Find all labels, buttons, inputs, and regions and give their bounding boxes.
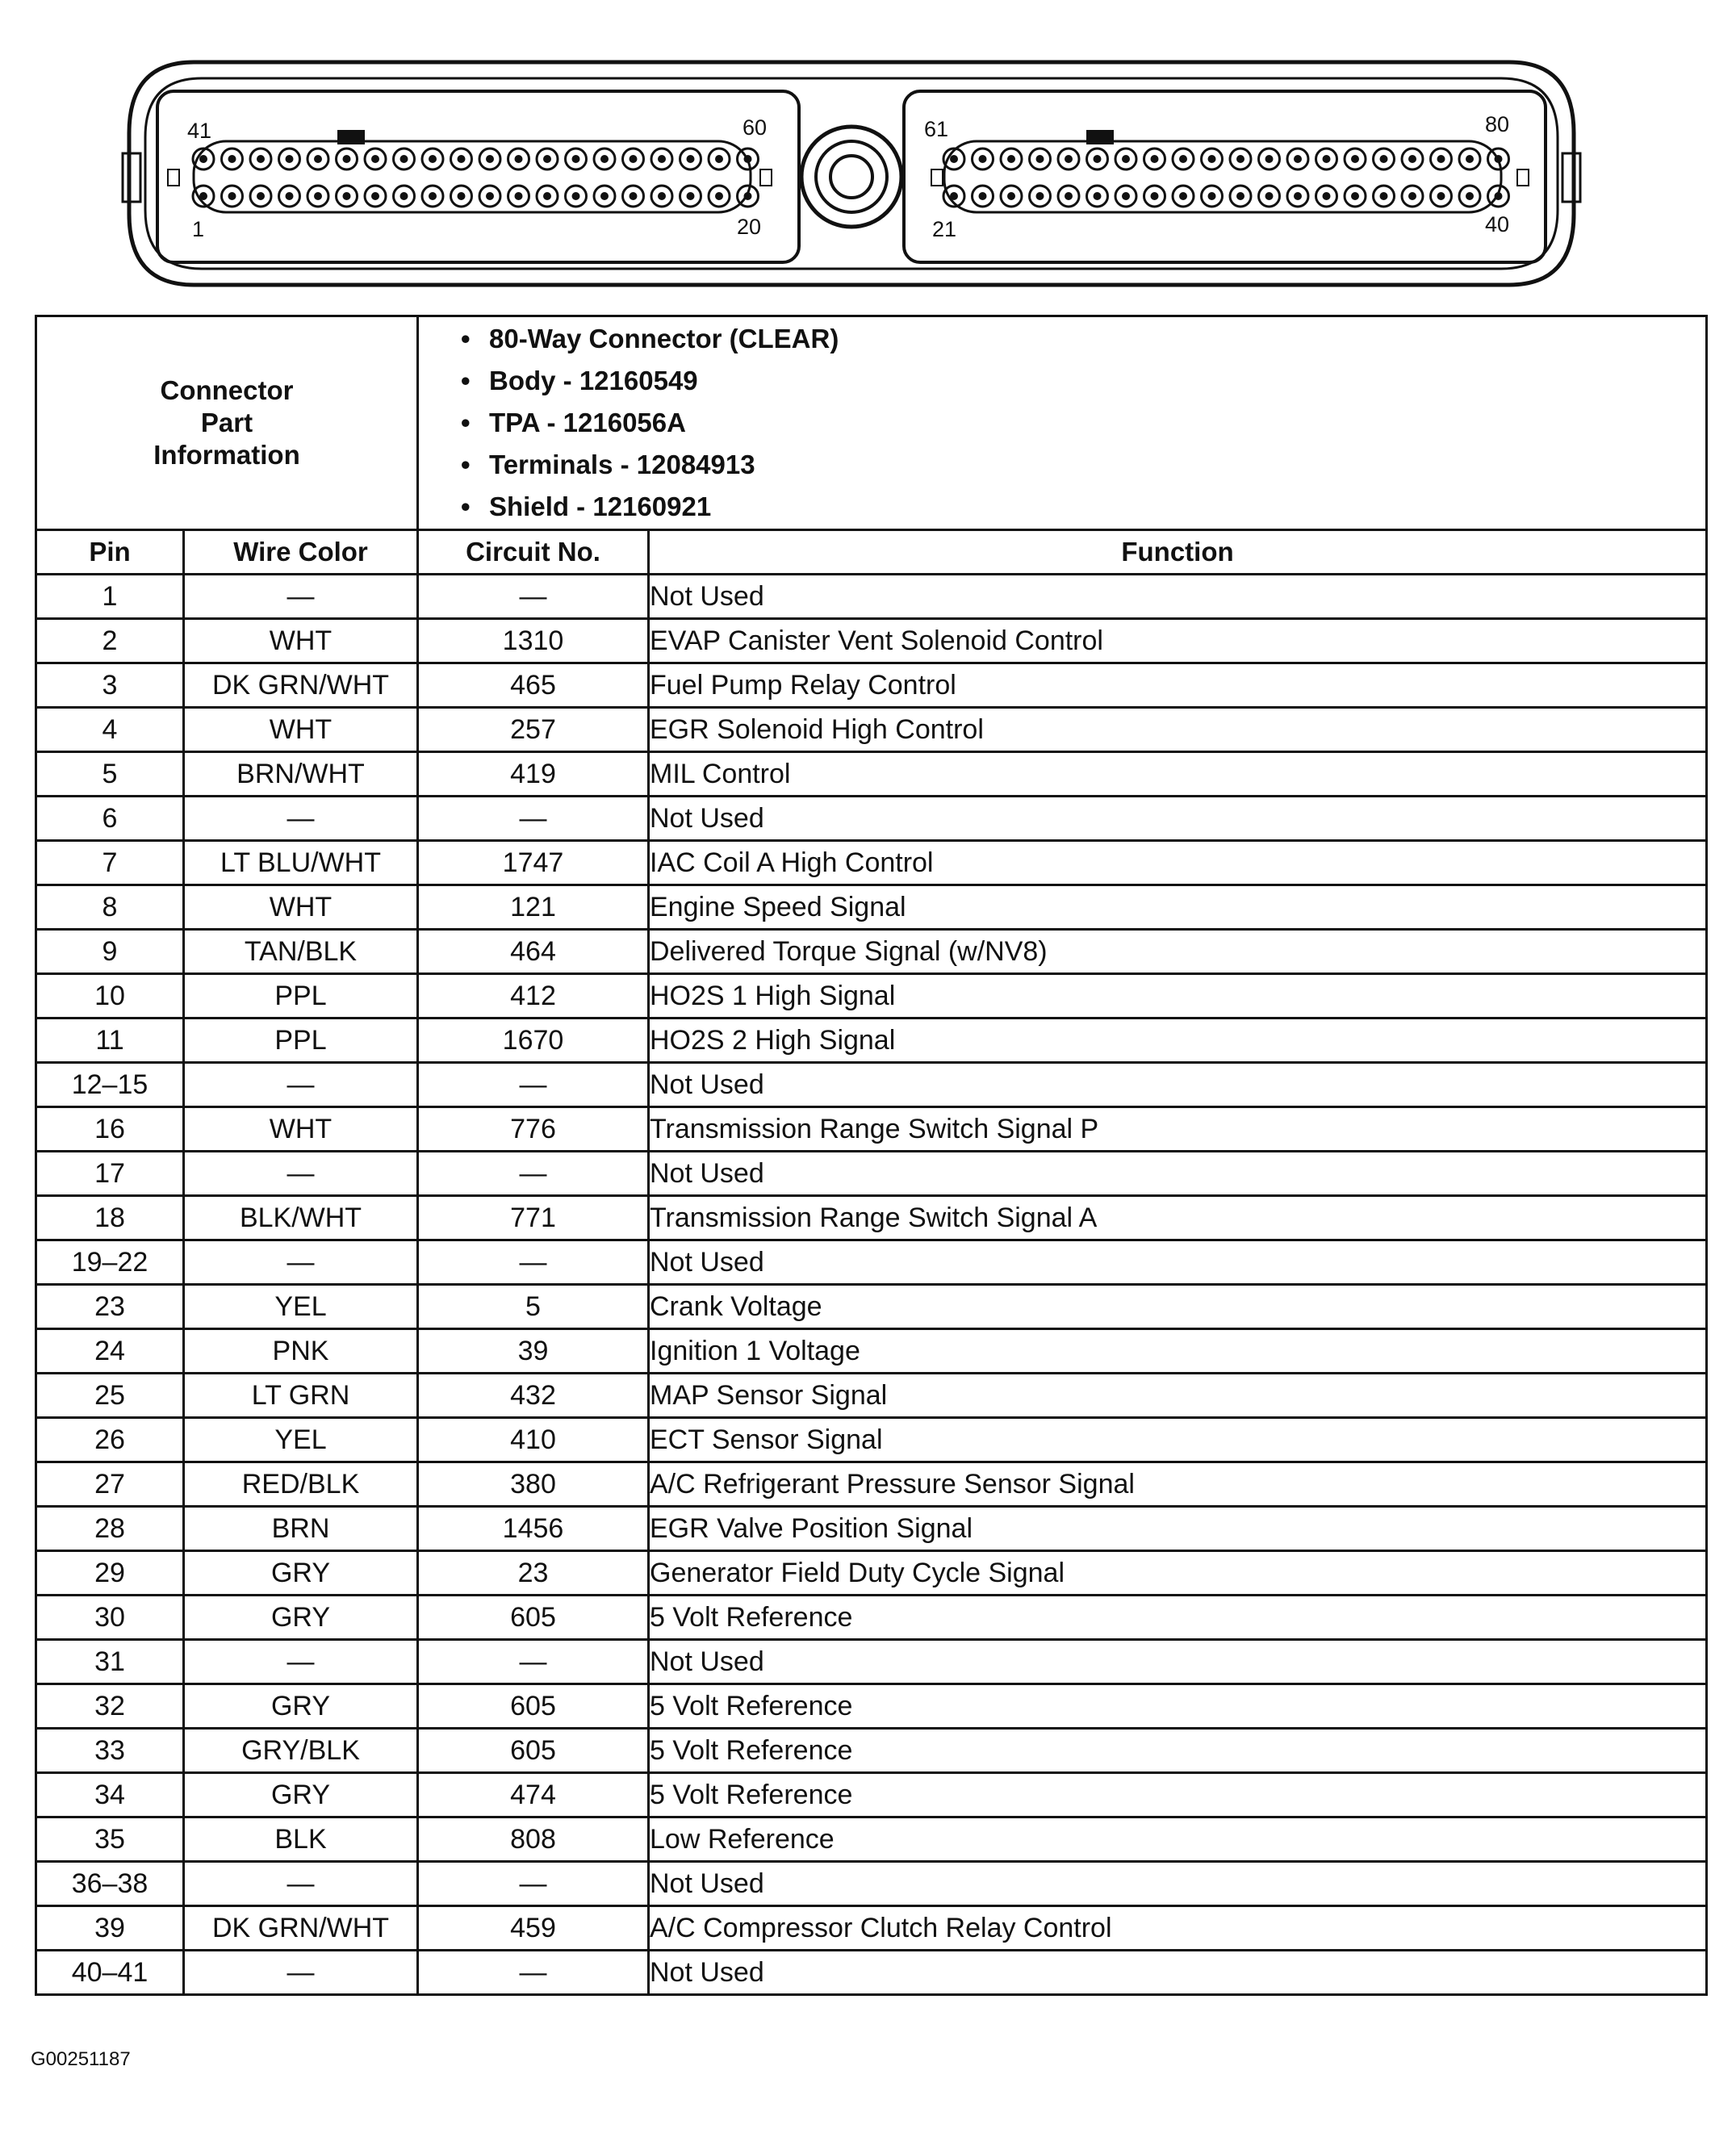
pin-terminal xyxy=(458,192,466,200)
pin-cell: 5 xyxy=(36,752,184,797)
circuit-cell: — xyxy=(418,1862,649,1906)
pin-cell: 26 xyxy=(36,1418,184,1462)
wire-color-cell: YEL xyxy=(184,1418,418,1462)
right-latch xyxy=(1562,153,1580,202)
info-item: • Body - 12160549 xyxy=(461,360,1705,402)
pin-terminal xyxy=(1236,192,1244,200)
table-row xyxy=(36,1107,1707,1152)
pin-terminal xyxy=(429,192,437,200)
table-row xyxy=(36,1862,1707,1906)
pin-cell: 19–22 xyxy=(36,1240,184,1285)
pin-terminal xyxy=(257,155,265,163)
label-pin-1: 1 xyxy=(192,217,205,241)
table-row xyxy=(36,1285,1707,1329)
circuit-cell: 1310 xyxy=(418,619,649,663)
pin-cell: 34 xyxy=(36,1773,184,1817)
function-cell: Not Used xyxy=(649,1240,1707,1285)
pin-cell: 8 xyxy=(36,885,184,930)
wire-color-cell: GRY xyxy=(184,1596,418,1640)
pin-terminal xyxy=(228,155,236,163)
pin-terminal xyxy=(1437,155,1445,163)
pin-terminal xyxy=(429,155,437,163)
wire-color-cell: — xyxy=(184,1640,418,1684)
circuit-cell: 771 xyxy=(418,1196,649,1240)
function-cell: Not Used xyxy=(649,1063,1707,1107)
table-row xyxy=(36,1240,1707,1285)
pin-terminal xyxy=(1065,155,1073,163)
pin-cell: 35 xyxy=(36,1817,184,1862)
wire-color-cell: LT GRN xyxy=(184,1374,418,1418)
pin-cell: 40–41 xyxy=(36,1951,184,1995)
pin-terminal xyxy=(1151,192,1159,200)
pin-terminal xyxy=(543,192,551,200)
circuit-cell: 121 xyxy=(418,885,649,930)
wire-color-cell: — xyxy=(184,1951,418,1995)
pin-terminal xyxy=(1466,155,1474,163)
wire-color-cell: GRY/BLK xyxy=(184,1729,418,1773)
circuit-cell: 464 xyxy=(418,930,649,974)
right-guide xyxy=(1517,169,1529,186)
pin-terminal xyxy=(1179,192,1187,200)
table-row xyxy=(36,1596,1707,1640)
wire-color-cell: GRY xyxy=(184,1773,418,1817)
wire-color-cell: BLK/WHT xyxy=(184,1196,418,1240)
pin-terminal xyxy=(1122,192,1130,200)
pin-terminal xyxy=(257,192,265,200)
pin-cell: 30 xyxy=(36,1596,184,1640)
circuit-cell: — xyxy=(418,575,649,619)
pin-terminal xyxy=(1179,155,1187,163)
table-row xyxy=(36,1018,1707,1063)
table-row xyxy=(36,1462,1707,1507)
label-pin-40: 40 xyxy=(1485,212,1510,236)
pin-terminal xyxy=(1208,155,1216,163)
pinout-table xyxy=(35,315,1708,1996)
wire-color-cell: DK GRN/WHT xyxy=(184,663,418,708)
wire-color-cell: — xyxy=(184,1152,418,1196)
pin-terminal xyxy=(343,192,351,200)
pin-terminal xyxy=(228,192,236,200)
table-row xyxy=(36,1196,1707,1240)
header-circuit-no: Circuit No. xyxy=(418,530,649,575)
function-cell: A/C Compressor Clutch Relay Control xyxy=(649,1906,1707,1951)
function-cell: Delivered Torque Signal (w/NV8) xyxy=(649,930,1707,974)
circuit-cell: 419 xyxy=(418,752,649,797)
pin-terminal xyxy=(950,155,958,163)
circuit-cell: — xyxy=(418,1152,649,1196)
header-function: Function xyxy=(649,530,1707,575)
circuit-cell: — xyxy=(418,1240,649,1285)
table-row xyxy=(36,885,1707,930)
circuit-cell: 776 xyxy=(418,1107,649,1152)
circuit-cell: 605 xyxy=(418,1684,649,1729)
function-cell: Generator Field Duty Cycle Signal xyxy=(649,1551,1707,1596)
table-row xyxy=(36,1329,1707,1374)
pin-terminal xyxy=(687,155,695,163)
header-wire-color: Wire Color xyxy=(184,530,418,575)
connector-info-row xyxy=(36,316,1707,530)
pin-cell: 7 xyxy=(36,841,184,885)
pin-terminal xyxy=(658,192,666,200)
pin-terminal xyxy=(1380,155,1388,163)
wire-color-cell: PPL xyxy=(184,974,418,1018)
circuit-cell: 459 xyxy=(418,1906,649,1951)
function-cell: Fuel Pump Relay Control xyxy=(649,663,1707,708)
pin-terminal xyxy=(1236,155,1244,163)
pin-terminal xyxy=(1323,155,1331,163)
figure-id: G00251187 xyxy=(31,2048,131,2070)
function-cell: 5 Volt Reference xyxy=(649,1773,1707,1817)
pin-cell: 32 xyxy=(36,1684,184,1729)
info-item: • TPA - 1216056A xyxy=(461,402,1705,444)
table-row xyxy=(36,752,1707,797)
right-pin-field xyxy=(944,141,1501,212)
pin-terminal xyxy=(572,192,580,200)
label-pin-60: 60 xyxy=(743,115,768,140)
pin-terminal xyxy=(744,192,752,200)
function-cell: Not Used xyxy=(649,1152,1707,1196)
pin-cell: 23 xyxy=(36,1285,184,1329)
table-row xyxy=(36,841,1707,885)
wire-color-cell: GRY xyxy=(184,1684,418,1729)
pin-cell: 16 xyxy=(36,1107,184,1152)
wire-color-cell: PPL xyxy=(184,1018,418,1063)
pin-terminal xyxy=(314,192,322,200)
info-item: • 80-Way Connector (CLEAR) xyxy=(461,318,1705,360)
function-cell: A/C Refrigerant Pressure Sensor Signal xyxy=(649,1462,1707,1507)
pin-terminal xyxy=(1122,155,1130,163)
left-guide xyxy=(168,169,179,186)
wire-color-cell: — xyxy=(184,797,418,841)
pin-terminal xyxy=(1265,155,1274,163)
label-pin-61: 61 xyxy=(924,117,949,141)
pin-cell: 6 xyxy=(36,797,184,841)
connector-part-info-list xyxy=(418,316,1707,530)
connector-diagram xyxy=(121,52,1582,295)
pin-terminal xyxy=(371,155,379,163)
pin-terminal xyxy=(343,155,351,163)
pin-terminal xyxy=(1380,192,1388,200)
wire-color-cell: DK GRN/WHT xyxy=(184,1906,418,1951)
function-cell: Not Used xyxy=(649,1640,1707,1684)
pin-terminal xyxy=(1036,155,1044,163)
pin-terminal xyxy=(486,155,494,163)
pin-cell: 27 xyxy=(36,1462,184,1507)
circuit-cell: — xyxy=(418,1063,649,1107)
table-row xyxy=(36,1640,1707,1684)
function-cell: MIL Control xyxy=(649,752,1707,797)
circuit-cell: 465 xyxy=(418,663,649,708)
table-row xyxy=(36,1551,1707,1596)
label-pin-20: 20 xyxy=(737,215,762,239)
circuit-cell: 5 xyxy=(418,1285,649,1329)
pin-terminal xyxy=(1408,155,1416,163)
circuit-cell: 257 xyxy=(418,708,649,752)
pin-terminal xyxy=(1437,192,1445,200)
function-cell: HO2S 1 High Signal xyxy=(649,974,1707,1018)
pin-terminal xyxy=(515,192,523,200)
table-row xyxy=(36,1152,1707,1196)
info-item: • Terminals - 12084913 xyxy=(461,444,1705,486)
pin-cell: 31 xyxy=(36,1640,184,1684)
pin-terminal xyxy=(286,192,294,200)
center-post-mid xyxy=(816,141,887,212)
wire-color-cell: — xyxy=(184,575,418,619)
left-cavity-block xyxy=(157,91,799,262)
pin-terminal xyxy=(1294,192,1302,200)
wire-color-cell: LT BLU/WHT xyxy=(184,841,418,885)
pin-cell: 3 xyxy=(36,663,184,708)
pin-cell: 25 xyxy=(36,1374,184,1418)
pin-cell: 36–38 xyxy=(36,1862,184,1906)
wire-color-cell: YEL xyxy=(184,1285,418,1329)
table-row xyxy=(36,1773,1707,1817)
pin-terminal xyxy=(572,155,580,163)
function-cell: EGR Solenoid High Control xyxy=(649,708,1707,752)
function-cell: IAC Coil A High Control xyxy=(649,841,1707,885)
pin-cell: 33 xyxy=(36,1729,184,1773)
circuit-cell: 605 xyxy=(418,1596,649,1640)
housing-inner-outline xyxy=(145,78,1558,269)
function-cell: Low Reference xyxy=(649,1817,1707,1862)
circuit-cell: 380 xyxy=(418,1462,649,1507)
label-pin-41: 41 xyxy=(187,119,212,143)
pin-terminal xyxy=(600,155,609,163)
pin-cell: 17 xyxy=(36,1152,184,1196)
pin-terminal xyxy=(314,155,322,163)
pin-terminal xyxy=(458,155,466,163)
pin-terminal xyxy=(486,192,494,200)
function-cell: 5 Volt Reference xyxy=(649,1729,1707,1773)
pin-terminal xyxy=(400,155,408,163)
wire-color-cell: GRY xyxy=(184,1551,418,1596)
pin-terminal xyxy=(515,155,523,163)
left-key xyxy=(337,130,365,144)
table-row xyxy=(36,1817,1707,1862)
wire-color-cell: WHT xyxy=(184,1107,418,1152)
pin-terminal xyxy=(1351,192,1359,200)
pin-cell: 39 xyxy=(36,1906,184,1951)
pin-cell: 18 xyxy=(36,1196,184,1240)
circuit-cell: 432 xyxy=(418,1374,649,1418)
wire-color-cell: WHT xyxy=(184,885,418,930)
wire-color-cell: BRN/WHT xyxy=(184,752,418,797)
pin-cell: 1 xyxy=(36,575,184,619)
connector-drawing xyxy=(121,52,1582,295)
pin-terminal xyxy=(1036,192,1044,200)
pin-terminal xyxy=(199,155,207,163)
pin-rows xyxy=(36,575,1707,1995)
function-cell: MAP Sensor Signal xyxy=(649,1374,1707,1418)
table-row xyxy=(36,663,1707,708)
function-cell: HO2S 2 High Signal xyxy=(649,1018,1707,1063)
function-cell: Engine Speed Signal xyxy=(649,885,1707,930)
wire-color-cell: RED/BLK xyxy=(184,1462,418,1507)
pin-terminal xyxy=(543,155,551,163)
pin-terminal xyxy=(1466,192,1474,200)
pin-terminal xyxy=(715,192,723,200)
wire-color-cell: BLK xyxy=(184,1817,418,1862)
mid-guide-left xyxy=(760,169,772,186)
pin-cell: 9 xyxy=(36,930,184,974)
pin-terminal xyxy=(286,155,294,163)
table-row xyxy=(36,708,1707,752)
pin-terminal xyxy=(199,192,207,200)
table-row xyxy=(36,1684,1707,1729)
table-row xyxy=(36,619,1707,663)
function-cell: EGR Valve Position Signal xyxy=(649,1507,1707,1551)
connector-part-info-text: Connector Part Information xyxy=(153,375,300,470)
pin-terminal xyxy=(1265,192,1274,200)
table-row xyxy=(36,1906,1707,1951)
pin-terminal xyxy=(371,192,379,200)
circuit-cell: 410 xyxy=(418,1418,649,1462)
circuit-cell: 474 xyxy=(418,1773,649,1817)
pin-cell: 29 xyxy=(36,1551,184,1596)
circuit-cell: — xyxy=(418,797,649,841)
pin-terminal xyxy=(600,192,609,200)
pin-terminal xyxy=(687,192,695,200)
function-cell: ECT Sensor Signal xyxy=(649,1418,1707,1462)
connector-part-info-label xyxy=(36,316,418,530)
label-pin-21: 21 xyxy=(932,217,957,241)
table-row xyxy=(36,1951,1707,1995)
column-header-row xyxy=(36,530,1707,575)
pin-terminal xyxy=(979,155,987,163)
pin-cell: 4 xyxy=(36,708,184,752)
circuit-cell: 412 xyxy=(418,974,649,1018)
pin-terminal xyxy=(1294,155,1302,163)
function-cell: Not Used xyxy=(649,575,1707,619)
table-row xyxy=(36,1507,1707,1551)
mid-guide-right xyxy=(931,169,943,186)
function-cell: Crank Voltage xyxy=(649,1285,1707,1329)
pin-cell: 10 xyxy=(36,974,184,1018)
circuit-cell: — xyxy=(418,1640,649,1684)
pin-terminal xyxy=(1151,155,1159,163)
wire-color-cell: PNK xyxy=(184,1329,418,1374)
wire-color-cell: WHT xyxy=(184,619,418,663)
circuit-cell: 808 xyxy=(418,1817,649,1862)
pin-terminal xyxy=(715,155,723,163)
pin-terminal xyxy=(1495,155,1503,163)
pin-terminal xyxy=(658,155,666,163)
circuit-cell: — xyxy=(418,1951,649,1995)
pin-terminal xyxy=(1323,192,1331,200)
right-key xyxy=(1086,130,1114,144)
pin-terminal xyxy=(1351,155,1359,163)
function-cell: Not Used xyxy=(649,797,1707,841)
pin-cell: 12–15 xyxy=(36,1063,184,1107)
pin-terminal xyxy=(1065,192,1073,200)
info-item: • Shield - 12160921 xyxy=(461,486,1705,528)
wire-color-cell: — xyxy=(184,1862,418,1906)
pin-terminal xyxy=(744,155,752,163)
function-cell: 5 Volt Reference xyxy=(649,1684,1707,1729)
function-cell: Ignition 1 Voltage xyxy=(649,1329,1707,1374)
circuit-cell: 39 xyxy=(418,1329,649,1374)
right-cavity-block xyxy=(904,91,1546,262)
function-cell: Transmission Range Switch Signal P xyxy=(649,1107,1707,1152)
circuit-cell: 23 xyxy=(418,1551,649,1596)
pin-terminal xyxy=(400,192,408,200)
header-pin: Pin xyxy=(36,530,184,575)
pin-terminal xyxy=(1094,192,1102,200)
pin-cell: 11 xyxy=(36,1018,184,1063)
circuit-cell: 1456 xyxy=(418,1507,649,1551)
table-row xyxy=(36,1063,1707,1107)
center-post-inner xyxy=(830,156,872,198)
pin-terminal xyxy=(1408,192,1416,200)
function-cell: Transmission Range Switch Signal A xyxy=(649,1196,1707,1240)
circuit-cell: 1670 xyxy=(418,1018,649,1063)
function-cell: Not Used xyxy=(649,1862,1707,1906)
pin-terminal xyxy=(1007,155,1015,163)
pin-terminal xyxy=(1208,192,1216,200)
table-row xyxy=(36,974,1707,1018)
pin-terminal xyxy=(979,192,987,200)
table-row xyxy=(36,575,1707,619)
function-cell: 5 Volt Reference xyxy=(649,1596,1707,1640)
wire-color-cell: BRN xyxy=(184,1507,418,1551)
housing-outline xyxy=(129,62,1574,285)
left-pin-field xyxy=(194,141,751,212)
pin-cell: 2 xyxy=(36,619,184,663)
table-row xyxy=(36,1729,1707,1773)
pin-terminal xyxy=(1495,192,1503,200)
wire-color-cell: — xyxy=(184,1240,418,1285)
left-latch xyxy=(123,153,140,202)
pin-terminal xyxy=(950,192,958,200)
pin-terminal xyxy=(1094,155,1102,163)
wire-color-cell: — xyxy=(184,1063,418,1107)
circuit-cell: 605 xyxy=(418,1729,649,1773)
label-pin-80: 80 xyxy=(1485,112,1510,136)
table-row xyxy=(36,1374,1707,1418)
table-row xyxy=(36,797,1707,841)
pin-cell: 28 xyxy=(36,1507,184,1551)
wire-color-cell: TAN/BLK xyxy=(184,930,418,974)
function-cell: Not Used xyxy=(649,1951,1707,1995)
pin-terminal xyxy=(1007,192,1015,200)
wire-color-cell: WHT xyxy=(184,708,418,752)
pin-terminal xyxy=(630,155,638,163)
function-cell: EVAP Canister Vent Solenoid Control xyxy=(649,619,1707,663)
circuit-cell: 1747 xyxy=(418,841,649,885)
pin-cell: 24 xyxy=(36,1329,184,1374)
pin-terminal xyxy=(630,192,638,200)
table-row xyxy=(36,930,1707,974)
table-row xyxy=(36,1418,1707,1462)
